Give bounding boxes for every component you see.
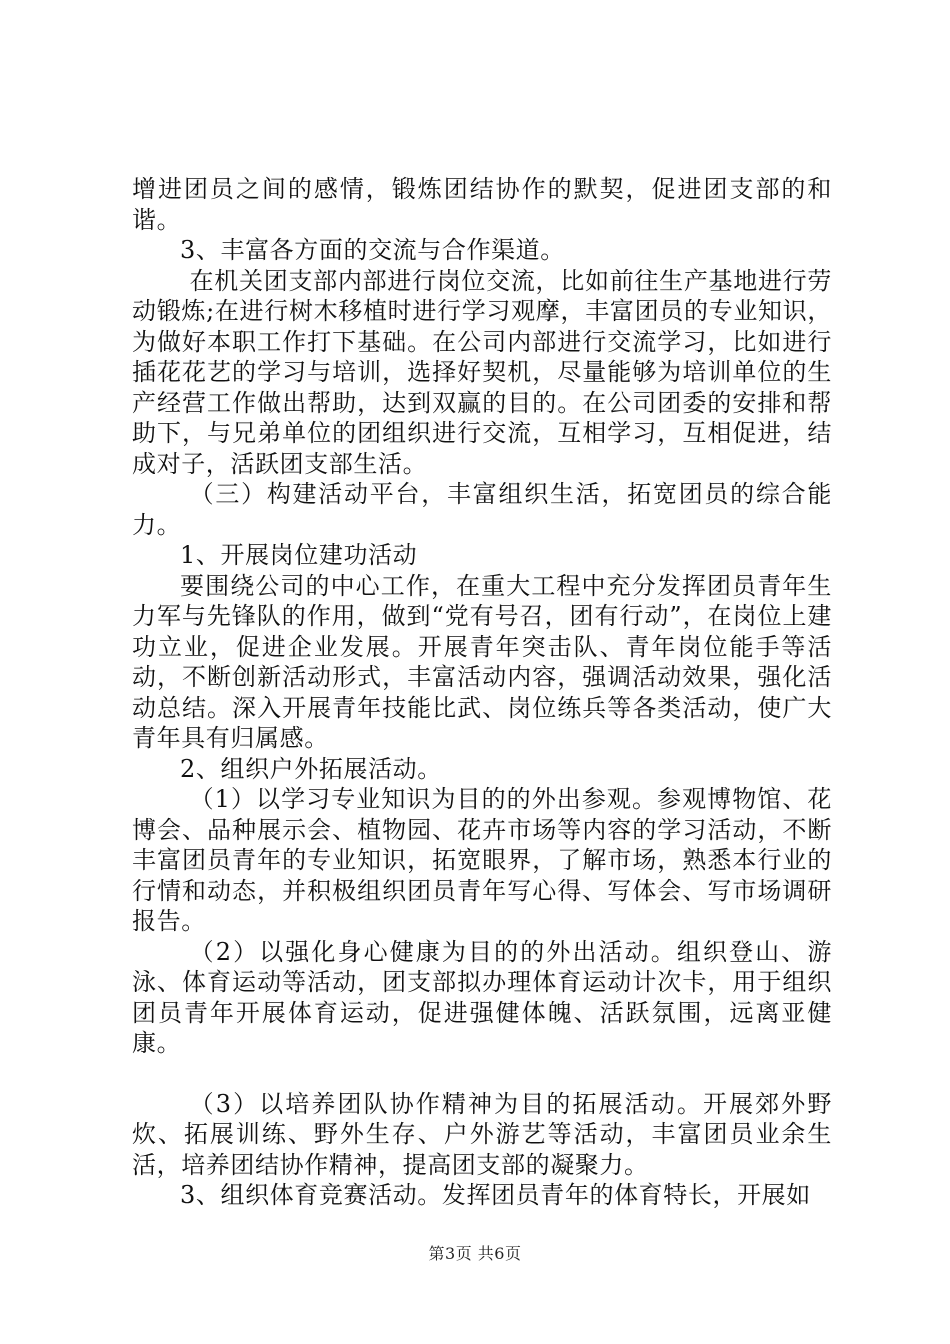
paragraph-item-2: （2）以强化身心健康为目的的外出活动。组织登山、游泳、体育运动等活动，团支部拟办理体育运动计次卡，用于组织团员青年开展体育运动，促进强健体魄、活跃氛围，远离亚健康。	[132, 937, 832, 1057]
paragraph-heading-1: 1、开展岗位建功活动	[180, 541, 418, 569]
paragraph-item-3: （3）以培养团队协作精神为目的拓展活动。开展郊外野炊、拓展训练、野外生存、户外游艺等活动，丰富团员业余生活，培养团结协作精神，提高团支部的凝聚力。	[132, 1089, 832, 1179]
paragraph-heading-2: 2、组织户外拓展活动。	[180, 754, 442, 783]
paragraph-continuation: 增进团员之间的感情，锻炼团结协作的默契，促进团支部的和谐。	[132, 175, 832, 234]
paragraph-exchange: 在机关团支部内部进行岗位交流，比如前往生产基地进行劳动锻炼;在进行树木移植时进行学习观摩，丰富团员的专业知识，为做好本职工作打下基础。在公司内部进行交流学习，比如进行插花花艺的学习与培训，选择好契机，尽量能够为培训单位的生产经营工作做出帮助，达到双赢的目的。在公司团委的安排和帮助下，与兄弟单位的团组织进行交流，互相学习，互相促进，结成对子，活跃团支部生活。	[132, 266, 832, 478]
paragraph-heading-3: 3、丰富各方面的交流与合作渠道。	[180, 236, 565, 264]
document-body	[132, 174, 832, 1211]
paragraph-post-activities: 要围绕公司的中心工作，在重大工程中充分发挥团员青年生力军与先锋队的作用，做到“党有号召，团有行动”，在岗位上建功立业，促进企业发展。开展青年突击队、青年岗位能手等活动，不断创新活动形式，丰富活动内容，强调活动效果，强化活动总结。深入开展青年技能比武、岗位练兵等各类活动，使广大青年具有归属感。	[132, 571, 832, 752]
paragraph-item-1: （1）以学习专业知识为目的的外出参观。参观博物馆、花博会、品种展示会、植物园、花卉市场等内容的学习活动，不断丰富团员青年的专业知识，拓宽眼界，了解市场，熟悉本行业的行情和动态，并积极组织团员青年写心得、写体会、写市场调研报告。	[132, 785, 832, 935]
paragraph-heading-3-sports: 3、组织体育竞赛活动。发挥团员青年的体育特长，开展如	[180, 1181, 811, 1209]
paragraph-gap	[132, 1059, 832, 1089]
section-heading-3: （三）构建活动平台，丰富组织生活，拓宽团员的综合能力。	[132, 480, 832, 539]
page-footer: 第3页 共6页	[428, 1244, 522, 1263]
